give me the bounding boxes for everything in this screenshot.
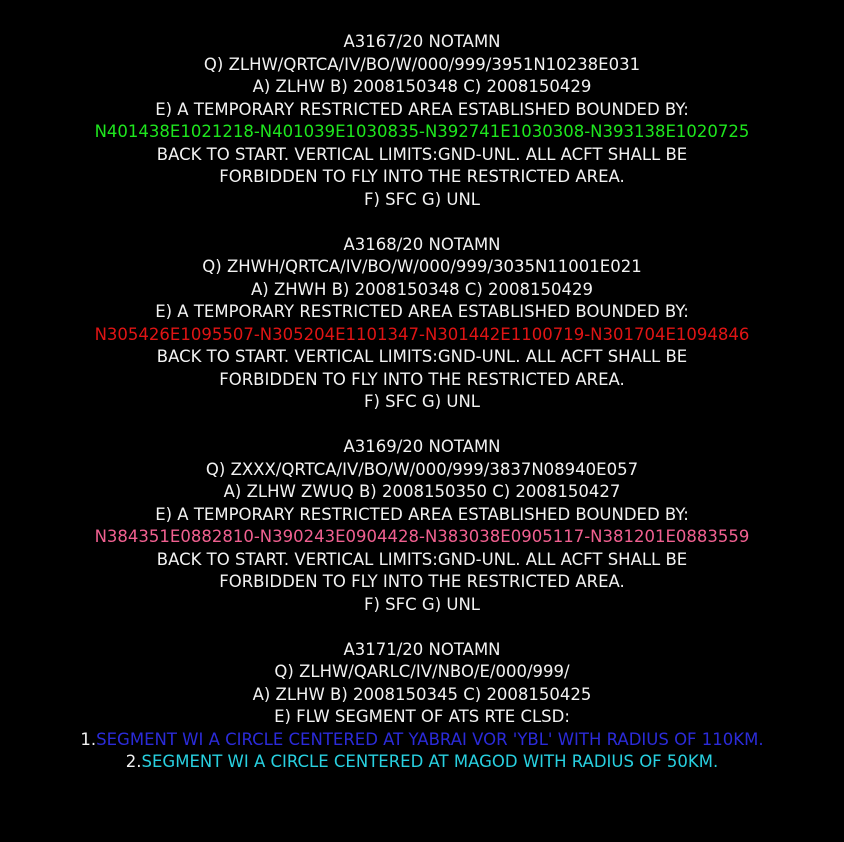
notam-e-line: E) A TEMPORARY RESTRICTED AREA ESTABLISHED BOUNDED BY: (155, 99, 689, 119)
notam-id: A3167/20 NOTAMN (343, 32, 501, 51)
notam-coordinates: N384351E0882810-N390243E0904428-N383038E0905117-N381201E0883559 (94, 527, 750, 546)
notam-back-line: BACK TO START. VERTICAL LIMITS:GND-UNL. ALL ACFT SHALL BE (156, 144, 688, 164)
notam-back-line: BACK TO START. VERTICAL LIMITS:GND-UNL. ALL ACFT SHALL BE (156, 549, 688, 569)
notam-id: A3171/20 NOTAMN (343, 639, 501, 659)
notam-f-line: F) SFC G) UNL (364, 392, 480, 411)
block-spacer (0, 414, 844, 437)
notam-q-line: Q) ZLHW/QRTCA/IV/BO/W/000/999/3951N10238E031 (203, 54, 641, 74)
notam-a-line: A) ZLHW B) 2008150348 C) 2008150429 (252, 77, 592, 96)
notam-back-line: BACK TO START. VERTICAL LIMITS:GND-UNL. ALL ACFT SHALL BE (156, 347, 688, 366)
notam-coordinates: N305426E1095507-N305204E1101347-N301442E1100719-N301704E1094846 (94, 324, 750, 344)
segment-number: 2. (125, 752, 142, 771)
notam-block (0, 436, 844, 616)
notam-e-line: E) FLW SEGMENT OF ATS RTE CLSD: (274, 707, 570, 726)
segment-item (72, 751, 772, 774)
notam-document (0, 31, 844, 774)
notam-block (0, 31, 844, 211)
notam-id: A3168/20 NOTAMN (343, 234, 501, 254)
block-spacer (0, 616, 844, 639)
notam-id: A3169/20 NOTAMN (343, 437, 501, 456)
notam-q-line: Q) ZHWH/QRTCA/IV/BO/W/000/999/3035N11001E021 (202, 257, 642, 276)
notam-forbidden-line: FORBIDDEN TO FLY INTO THE RESTRICTED AREA. (219, 167, 625, 186)
notam-e-line: E) A TEMPORARY RESTRICTED AREA ESTABLISHED BOUNDED BY: (155, 504, 689, 524)
notam-block (0, 639, 844, 774)
notam-block (0, 234, 844, 414)
notam-a-line: A) ZLHW ZWUQ B) 2008150350 C) 2008150427 (223, 482, 621, 501)
notam-q-line: Q) ZLHW/QARLC/IV/NBO/E/000/999/ (274, 662, 570, 681)
notam-coordinates: N401438E1021218-N401039E1030835-N392741E1030308-N393138E1020725 (94, 122, 750, 141)
segment-text: SEGMENT WI A CIRCLE CENTERED AT MAGOD WITH RADIUS OF 50KM. (141, 752, 719, 771)
notam-f-line: F) SFC G) UNL (364, 594, 480, 614)
segment-number: 1. (80, 729, 97, 749)
notam-forbidden-line: FORBIDDEN TO FLY INTO THE RESTRICTED AREA. (219, 369, 625, 389)
segment-item (72, 729, 772, 752)
notam-a-line: A) ZHWH B) 2008150348 C) 2008150429 (250, 279, 594, 299)
notam-a-line: A) ZLHW B) 2008150345 C) 2008150425 (252, 684, 592, 704)
notam-forbidden-line: FORBIDDEN TO FLY INTO THE RESTRICTED AREA. (219, 572, 625, 591)
notam-e-line: E) A TEMPORARY RESTRICTED AREA ESTABLISHED BOUNDED BY: (155, 302, 689, 321)
notam-q-line: Q) ZXXX/QRTCA/IV/BO/W/000/999/3837N08940E057 (205, 459, 639, 479)
block-spacer (0, 211, 844, 234)
notam-f-line: F) SFC G) UNL (364, 189, 480, 209)
segment-text: SEGMENT WI A CIRCLE CENTERED AT YABRAI VOR 'YBL' WITH RADIUS OF 110KM. (96, 729, 764, 749)
